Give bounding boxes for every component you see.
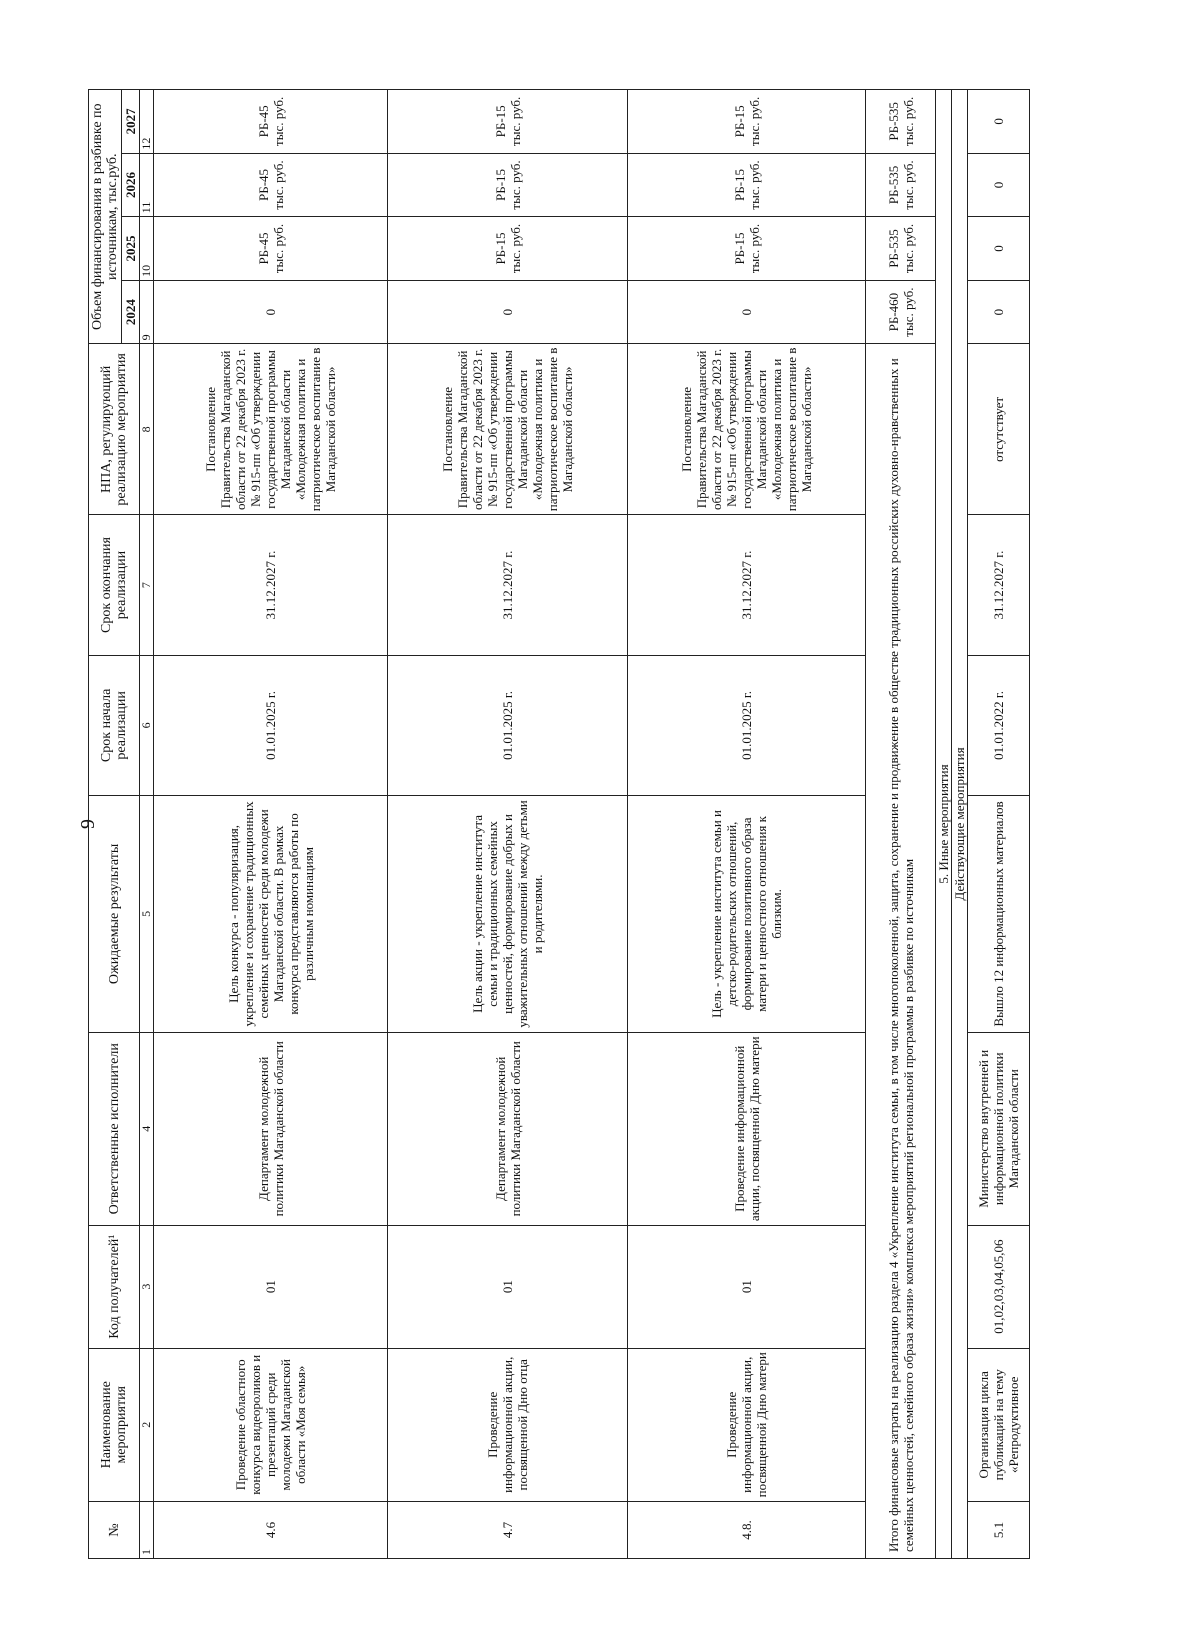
column-number: 3	[140, 1225, 154, 1348]
row-executor: Министерство внутренней и информационной политики Магаданской области	[968, 1032, 1030, 1225]
column-number: 11	[140, 153, 154, 217]
column-number: 7	[140, 515, 154, 655]
row-name: Проведение информационной акции, посвященной Дню отца	[388, 1348, 628, 1501]
row-code: 01	[628, 1225, 866, 1348]
total-f2026: РБ-535 тыс. руб.	[866, 153, 936, 217]
row-f2024: 0	[154, 280, 388, 344]
row-npa: Постановление Правительства Магаданской области от 22 декабря 2023 г. № 915-пп «Об утверждении государственной программы Магаданской области «Молодежная политика и патриотическое воспитание в Магаданской области»	[154, 344, 388, 515]
total-f2024: РБ-460 тыс. руб.	[866, 280, 936, 344]
row-code: 01	[154, 1225, 388, 1348]
row-f2026: РБ-45 тыс. руб.	[154, 153, 388, 217]
header-year-2025: 2025	[122, 217, 140, 281]
subsection-row	[952, 90, 968, 1559]
row-f2027: РБ-45 тыс. руб.	[154, 90, 388, 154]
header-results: Ожидаемые результаты	[89, 796, 140, 1033]
row-start: 01.01.2025 г.	[628, 655, 866, 795]
row-result: Цель - укрепление института семьи и детско-родительских отношений, формирование позитивного образа матери и ценностного отношения к близким.	[628, 796, 866, 1033]
column-number: 10	[140, 217, 154, 281]
row-name: Организация цикла публикаций на тему «Репродуктивное	[968, 1348, 1030, 1501]
row-f2024: 0	[968, 280, 1030, 344]
header-start: Срок начала реализации	[89, 655, 140, 795]
row-f2026: РБ-15 тыс. руб.	[628, 153, 866, 217]
row-npa: Постановление Правительства Магаданской области от 22 декабря 2023 г. № 915-пп «Об утверждении государственной программы Магаданской области «Молодежная политика и патриотическое воспитание в Магаданской области»	[628, 344, 866, 515]
header-end: Срок окончания реализации	[89, 515, 140, 655]
row-start: 01.01.2025 г.	[154, 655, 388, 795]
row-f2024: 0	[388, 280, 628, 344]
row-executor: Департамент молодежной политики Магаданской области	[388, 1032, 628, 1225]
section-row	[936, 90, 952, 1559]
table-row	[968, 90, 1030, 1559]
section-title: 5. Иные мероприятия	[936, 90, 952, 1559]
row-result: Вышло 12 информационных материалов	[968, 796, 1030, 1033]
row-f2025: РБ-15 тыс. руб.	[388, 217, 628, 281]
table-row	[388, 90, 628, 1559]
row-end: 31.12.2027 г.	[388, 515, 628, 655]
row-executor: Департамент молодежной политики Магаданской области	[154, 1032, 388, 1225]
row-f2025: РБ-45 тыс. руб.	[154, 217, 388, 281]
row-name: Проведение информационной акции, посвященной Дню матери	[628, 1348, 866, 1501]
row-f2027: 0	[968, 90, 1030, 154]
total-f2027: РБ-535 тыс. руб.	[866, 90, 936, 154]
row-end: 31.12.2027 г.	[154, 515, 388, 655]
row-name: Проведение областного конкурса видеороликов и презентаций среди молодежи Магаданской области «Моя семья»	[154, 1348, 388, 1501]
row-f2025: РБ-15 тыс. руб.	[628, 217, 866, 281]
column-number: 9	[140, 280, 154, 344]
header-code: Код получателей¹	[89, 1225, 140, 1348]
row-f2027: РБ-15 тыс. руб.	[388, 90, 628, 154]
header-npa: НПА, регулирующий реализацию мероприятия	[89, 344, 140, 515]
row-f2027: РБ-15 тыс. руб.	[628, 90, 866, 154]
row-executor: Проведение информационной акции, посвященной Дню матери	[628, 1032, 866, 1225]
row-f2026: 0	[968, 153, 1030, 217]
header-year-2024: 2024	[122, 280, 140, 344]
column-number: 2	[140, 1348, 154, 1501]
header-year-2027: 2027	[122, 90, 140, 154]
header-name: Наименование мероприятия	[89, 1348, 140, 1501]
events-table	[88, 89, 1030, 1559]
row-no: 4.7	[388, 1502, 628, 1559]
row-f2025: 0	[968, 217, 1030, 281]
row-f2024: 0	[628, 280, 866, 344]
row-start: 01.01.2022 г.	[968, 655, 1030, 795]
column-number: 6	[140, 655, 154, 795]
row-result: Цель конкурса - популяризация, укрепление и сохранение традиционных семейных ценностей среди молодежи Магаданской области. В рамках конкурса представляются работы по различным номинациям	[154, 796, 388, 1033]
landscape-table-sheet	[88, 89, 1116, 1559]
column-number: 5	[140, 796, 154, 1033]
row-end: 31.12.2027 г.	[628, 515, 866, 655]
column-number: 1	[140, 1502, 154, 1559]
row-no: 5.1	[968, 1502, 1030, 1559]
row-npa: Постановление Правительства Магаданской области от 22 декабря 2023 г. № 915-пп «Об утверждении государственной программы Магаданской области «Молодежная политика и патриотическое воспитание в Магаданской области»	[388, 344, 628, 515]
row-result: Цель акции - укрепление института семьи и традиционных семейных ценностей, формирование добрых и уважительных отношений между детьми и родителями.	[388, 796, 628, 1033]
row-no: 4.6	[154, 1502, 388, 1559]
table-row	[154, 90, 388, 1559]
page-number: 9	[77, 819, 99, 829]
table-row	[628, 90, 866, 1559]
column-number: 4	[140, 1032, 154, 1225]
total-f2025: РБ-535 тыс. руб.	[866, 217, 936, 281]
row-no: 4.8.	[628, 1502, 866, 1559]
total-text: Итого финансовые затраты на реализацию раздела 4 «Укрепление института семьи, в том числе многопоколенной, защита, сохранение и продвижение в обществе традиционных российских духовно-нравственных и семейных ценностей, семейного образа жизни» комплекса мероприятий региональной программы в разбивке по источникам	[866, 344, 936, 1559]
total-row	[866, 90, 936, 1559]
row-f2026: РБ-15 тыс. руб.	[388, 153, 628, 217]
header-no: №	[89, 1502, 140, 1559]
header-executors: Ответственные исполнители	[89, 1032, 140, 1225]
row-code: 01	[388, 1225, 628, 1348]
header-funding: Объем финансирования в разбивке по источникам, тыс.руб.	[89, 90, 122, 344]
row-end: 31.12.2027 г.	[968, 515, 1030, 655]
column-number: 12	[140, 90, 154, 154]
header-year-2026: 2026	[122, 153, 140, 217]
column-number: 8	[140, 344, 154, 515]
subsection-title: Действующие мероприятия	[952, 90, 968, 1559]
row-code: 01,02,03,04,05,06	[968, 1225, 1030, 1348]
row-npa: отсутствует	[968, 344, 1030, 515]
row-start: 01.01.2025 г.	[388, 655, 628, 795]
